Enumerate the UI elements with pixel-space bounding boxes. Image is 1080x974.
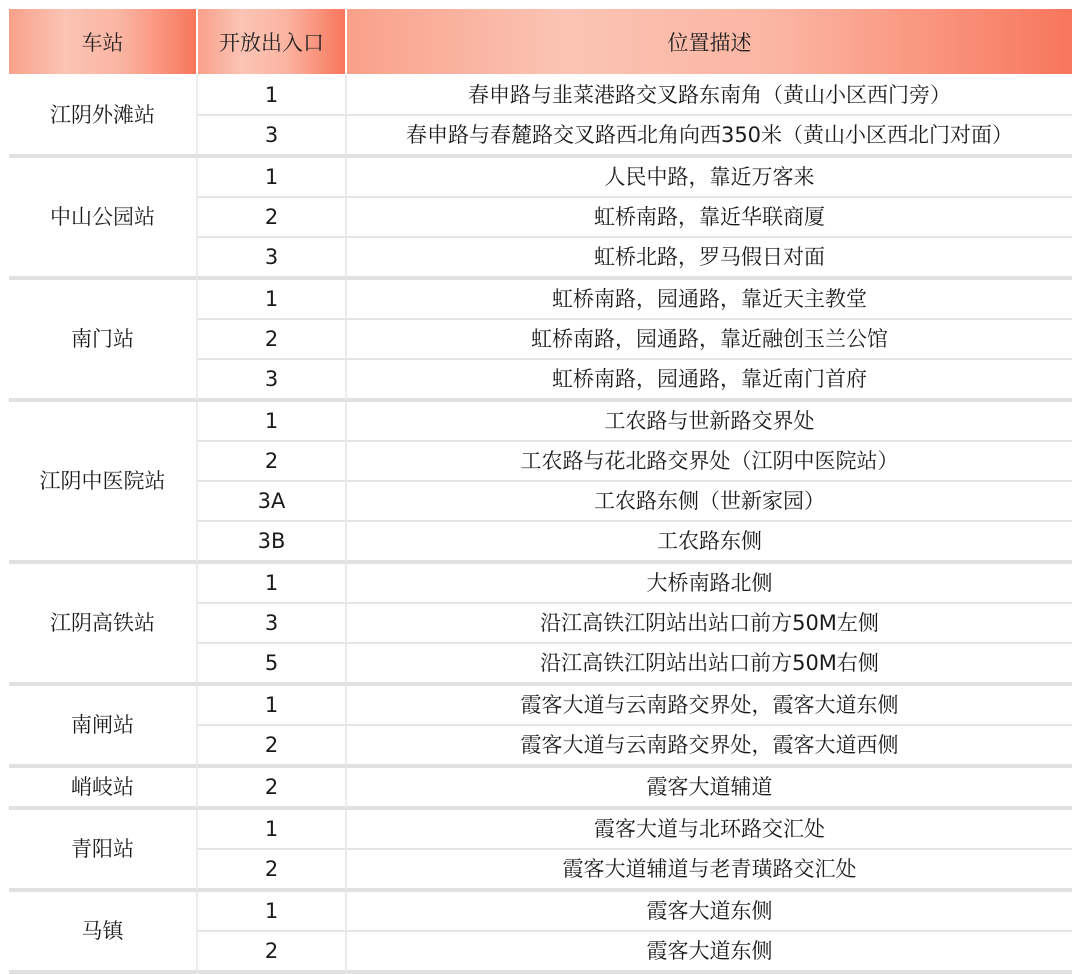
entrance-id-cell: 1: [198, 158, 347, 198]
entrance-id-cell: 2: [198, 726, 347, 768]
station-name-cell: 青阳站: [9, 810, 198, 892]
station-name-cell: 江阴外滩站: [9, 74, 198, 158]
entrance-id-cell: 2: [198, 768, 347, 810]
station-name-cell: 马镇: [9, 892, 198, 974]
table-row: [9, 280, 1072, 320]
table-row: [9, 402, 1072, 442]
location-desc-cell: 虹桥南路，园通路，靠近天主教堂: [347, 280, 1072, 320]
location-desc-cell: 大桥南路北侧: [347, 564, 1072, 604]
location-desc-cell: 虹桥南路，园通路，靠近融创玉兰公馆: [347, 320, 1072, 360]
location-desc-cell: 虹桥南路，靠近华联商厦: [347, 198, 1072, 238]
location-desc-cell: 虹桥南路，园通路，靠近南门首府: [347, 360, 1072, 402]
station-name-cell: 中山公园站: [9, 158, 198, 280]
location-desc-cell: 工农路东侧（世新家园）: [347, 482, 1072, 522]
entrance-id-cell: 2: [198, 320, 347, 360]
location-desc-cell: 虹桥北路，罗马假日对面: [347, 238, 1072, 280]
entrance-id-cell: 1: [198, 686, 347, 726]
entrance-id-cell: 1: [198, 74, 347, 116]
header-row: [9, 9, 1072, 74]
location-desc-cell: 霞客大道与云南路交界处，霞客大道西侧: [347, 726, 1072, 768]
location-desc-cell: 霞客大道东侧: [347, 892, 1072, 932]
station-entrance-table-container: [9, 9, 1072, 974]
entrance-id-cell: 3: [198, 116, 347, 158]
table-header: [9, 9, 1072, 74]
entrance-id-cell: 1: [198, 564, 347, 604]
location-desc-cell: 霞客大道与云南路交界处，霞客大道东侧: [347, 686, 1072, 726]
entrance-id-cell: 2: [198, 198, 347, 238]
entrance-id-cell: 3: [198, 238, 347, 280]
station-name-cell: 江阴高铁站: [9, 564, 198, 686]
header-location: 位置描述: [347, 9, 1072, 74]
entrance-id-cell: 2: [198, 442, 347, 482]
entrance-id-cell: 5: [198, 644, 347, 686]
entrance-id-cell: 3: [198, 604, 347, 644]
location-desc-cell: 沿江高铁江阴站出站口前方50M右侧: [347, 644, 1072, 686]
entrance-id-cell: 3B: [198, 522, 347, 564]
location-desc-cell: 春申路与韭菜港路交叉路东南角（黄山小区西门旁）: [347, 74, 1072, 116]
table-row: [9, 74, 1072, 116]
entrance-id-cell: 1: [198, 810, 347, 850]
location-desc-cell: 霞客大道东侧: [347, 932, 1072, 974]
station-name-cell: 南门站: [9, 280, 198, 402]
location-desc-cell: 霞客大道辅道: [347, 768, 1072, 810]
station-name-cell: 江阴中医院站: [9, 402, 198, 564]
entrance-id-cell: 3: [198, 360, 347, 402]
entrance-id-cell: 2: [198, 932, 347, 974]
station-entrance-table: [9, 9, 1072, 974]
location-desc-cell: 霞客大道与北环路交汇处: [347, 810, 1072, 850]
table-row: [9, 686, 1072, 726]
location-desc-cell: 人民中路，靠近万客来: [347, 158, 1072, 198]
location-desc-cell: 沿江高铁江阴站出站口前方50M左侧: [347, 604, 1072, 644]
header-entrance: 开放出入口: [198, 9, 347, 74]
location-desc-cell: 工农路东侧: [347, 522, 1072, 564]
table-row: [9, 892, 1072, 932]
table-row: [9, 158, 1072, 198]
entrance-id-cell: 2: [198, 850, 347, 892]
table-body: [9, 74, 1072, 974]
table-row: [9, 768, 1072, 810]
header-station: 车站: [9, 9, 198, 74]
station-name-cell: 峭岐站: [9, 768, 198, 810]
entrance-id-cell: 1: [198, 892, 347, 932]
entrance-id-cell: 3A: [198, 482, 347, 522]
station-name-cell: 南闸站: [9, 686, 198, 768]
table-row: [9, 810, 1072, 850]
location-desc-cell: 工农路与花北路交界处（江阴中医院站）: [347, 442, 1072, 482]
location-desc-cell: 春申路与春麓路交叉路西北角向西350米（黄山小区西北门对面）: [347, 116, 1072, 158]
location-desc-cell: 工农路与世新路交界处: [347, 402, 1072, 442]
location-desc-cell: 霞客大道辅道与老青璜路交汇处: [347, 850, 1072, 892]
entrance-id-cell: 1: [198, 402, 347, 442]
table-row: [9, 564, 1072, 604]
entrance-id-cell: 1: [198, 280, 347, 320]
